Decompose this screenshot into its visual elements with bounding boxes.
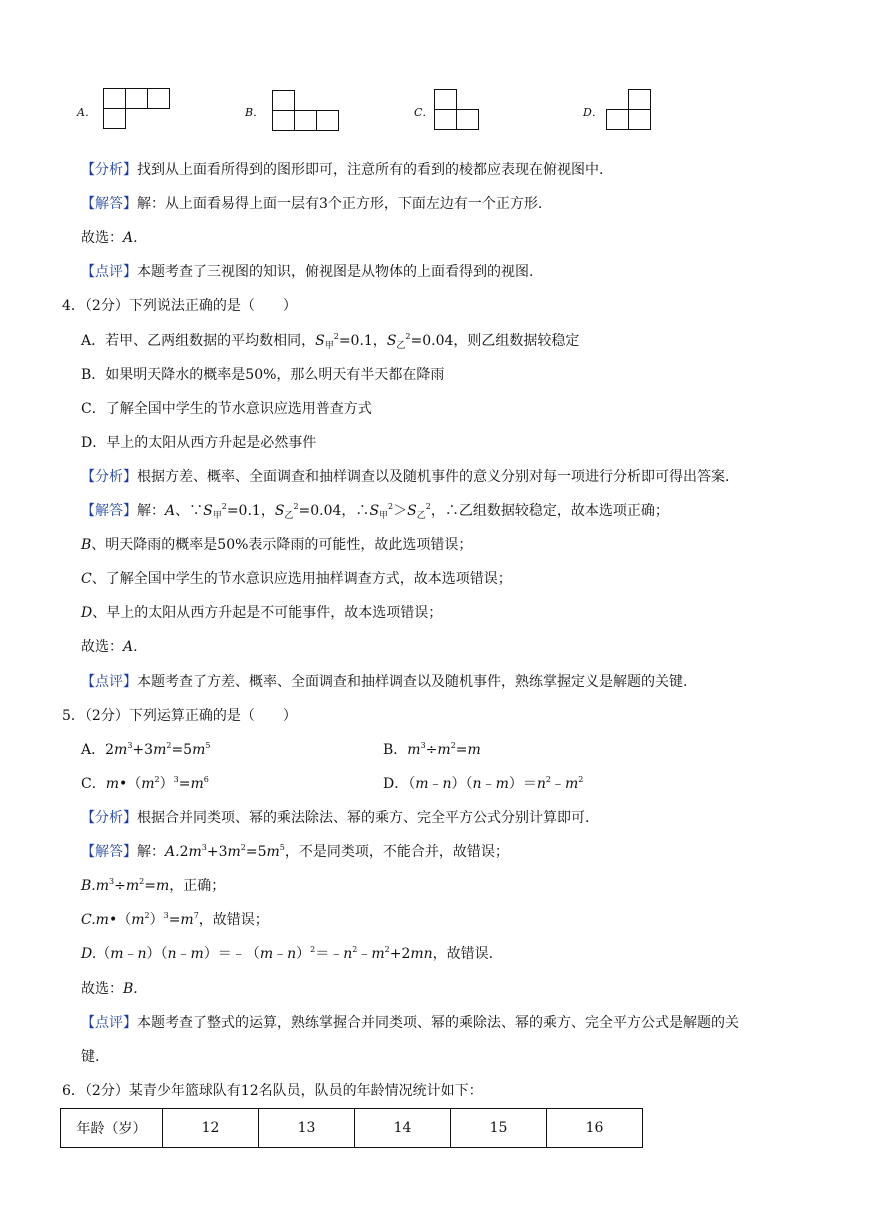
comment-tag: 【点评】 <box>81 264 137 280</box>
q4-solution-b <box>81 536 472 554</box>
square <box>125 88 148 109</box>
symbol-s: S <box>274 503 285 519</box>
text: 2 <box>105 742 115 758</box>
letter: B <box>81 537 92 553</box>
square <box>434 109 457 130</box>
text: ﹣ <box>428 776 443 792</box>
comment-text: 本题考查了三视图的知识，俯视图是从物体的上面看得到的视图. <box>137 264 534 280</box>
text: （ <box>408 776 416 792</box>
text: 解： <box>137 844 165 860</box>
age-table <box>60 1108 643 1148</box>
var-m: m <box>131 912 145 928</box>
sup-2: 2 <box>425 502 431 511</box>
text: =5 <box>171 742 193 758</box>
sup: 2 <box>352 945 358 954</box>
var-n: n <box>442 776 452 792</box>
text: +3 <box>132 742 154 758</box>
sup: 2 <box>384 945 390 954</box>
var-m: m <box>190 946 204 962</box>
label: B． <box>383 742 408 758</box>
analysis-text: 找到从上面看所得到的图形即可，注意所有的看到的棱都应表现在俯视图中. <box>137 162 604 178</box>
q3-analysis <box>81 161 603 179</box>
var-n: n <box>167 946 177 962</box>
q4-option-a[interactable] <box>81 332 579 350</box>
q5-option-b[interactable] <box>383 741 481 759</box>
square <box>103 88 126 109</box>
choice-prefix: 故选： <box>81 230 123 246</box>
text: ﹣ <box>273 946 288 962</box>
sup: 2 <box>578 775 584 784</box>
square <box>456 109 479 130</box>
symbol-s: S <box>369 503 380 519</box>
var-m: m <box>564 776 579 792</box>
sub-jia: 甲 <box>324 341 334 351</box>
letter: A <box>165 503 176 519</box>
table-cell: 12 <box>163 1109 259 1148</box>
sup: 3 <box>420 741 426 750</box>
table-cell: 15 <box>451 1109 547 1148</box>
var-n: n <box>287 946 297 962</box>
sup: 2 <box>139 877 145 886</box>
sub-yi: 乙 <box>284 511 294 521</box>
text: = <box>455 742 468 758</box>
square <box>434 89 457 110</box>
q5-analysis <box>81 809 589 827</box>
text: ﹣ <box>550 776 565 792</box>
var-m: m <box>95 878 110 894</box>
text: ，故错误； <box>198 912 269 928</box>
sup-2: 2 <box>333 332 339 341</box>
text: ＞ <box>393 503 408 519</box>
sub-yi: 乙 <box>396 341 406 351</box>
q5-choice <box>81 980 138 998</box>
text: 、早上的太阳从西方升起是不可能事件，故本选项错误； <box>92 605 443 621</box>
square <box>272 90 295 111</box>
symbol-s: S <box>386 333 397 349</box>
text: A．若甲、乙两组数据的平均数相同， <box>81 333 316 349</box>
text: ，∴乙组数据较稳定，故本选项正确； <box>430 503 669 519</box>
text: （ <box>96 946 111 962</box>
square <box>628 109 651 130</box>
analysis-tag: 【分析】 <box>81 162 137 178</box>
var-m: m <box>141 776 155 792</box>
var-m: m <box>95 912 109 928</box>
q5-comment <box>81 1014 739 1032</box>
solution-tag: 【解答】 <box>81 196 137 212</box>
sub-jia: 甲 <box>379 511 389 521</box>
text: 2 <box>179 844 189 860</box>
var-m: m <box>188 844 202 860</box>
text: +3 <box>206 844 228 860</box>
var-m: m <box>410 946 424 962</box>
square <box>294 110 317 131</box>
text: +2 <box>389 946 411 962</box>
text: ﹣ <box>123 946 138 962</box>
var-n: n <box>536 776 546 792</box>
choice-answer: B. <box>123 981 138 997</box>
text: 、∵ <box>175 503 204 519</box>
q4-solution-c <box>81 570 512 588</box>
analysis-tag: 【分析】 <box>81 810 137 826</box>
var-n: n <box>423 946 433 962</box>
choice-prefix: 故选： <box>81 981 123 997</box>
q5-solution-b <box>81 877 225 895</box>
text: ）（ <box>451 776 473 792</box>
table-cell: 13 <box>259 1109 355 1148</box>
q4-option-d[interactable]: D．早上的太阳从西方升起是必然事件 <box>81 435 317 451</box>
var-m: m <box>371 946 385 962</box>
q5-option-c[interactable] <box>81 775 209 793</box>
sup: 3 <box>163 911 169 920</box>
text: =5 <box>245 844 267 860</box>
letter: A. <box>165 844 180 860</box>
text: ﹣ <box>176 946 191 962</box>
text: ﹣ <box>481 776 496 792</box>
var-m: m <box>125 878 140 894</box>
solution-text: 解：从上面看易得上面一层有3个正方形，下面左边有一个正方形. <box>137 196 543 212</box>
sub-yi: 乙 <box>416 511 426 521</box>
q5-comment-cont: 键. <box>81 1049 100 1065</box>
q5-stem: 5．（2分）下列运算正确的是（ ） <box>62 708 297 724</box>
option-d-label[interactable]: D． <box>583 106 603 119</box>
solution-tag: 【解答】 <box>81 844 137 860</box>
var-m: m <box>227 844 241 860</box>
var-m: m <box>190 776 204 792</box>
label: C． <box>81 776 106 792</box>
text: ）（ <box>146 946 168 962</box>
text: ＝﹣ <box>315 946 344 962</box>
comment-text: 本题考查了整式的运算，熟练掌握合并同类项、幂的乘除法、幂的乘方、完全平方公式是解题的关 <box>137 1015 739 1031</box>
text: ，故错误. <box>432 946 494 962</box>
q4-stem: 4．（2分）下列说法正确的是（ ） <box>62 298 297 314</box>
sup: 5 <box>205 741 211 750</box>
q4-choice <box>81 638 138 656</box>
square <box>316 110 339 131</box>
text: =0.04，∴ <box>298 503 370 519</box>
sup: 2 <box>450 741 456 750</box>
q5-option-d[interactable] <box>383 775 583 793</box>
sup: 2 <box>310 945 316 954</box>
text: ） <box>149 912 164 928</box>
sup: 2 <box>166 741 172 750</box>
var-m: m <box>155 878 170 894</box>
sup: 3 <box>173 775 179 784</box>
q3-choice <box>81 229 138 247</box>
label: A． <box>81 742 106 758</box>
comment-tag: 【点评】 <box>81 1015 137 1031</box>
option-a-label[interactable]: A． <box>77 106 96 119</box>
symbol-s: S <box>315 333 325 349</box>
var-m: m <box>192 742 206 758</box>
q4-option-b[interactable]: B．如果明天降水的概率是50%，那么明天有半天都在降雨 <box>81 367 445 383</box>
text: =0.1， <box>226 503 275 519</box>
text: 解： <box>137 503 165 519</box>
var-m: m <box>180 912 194 928</box>
option-b-label[interactable]: B． <box>245 106 265 119</box>
var-m: m <box>153 742 167 758</box>
analysis-text: 根据合并同类项、幂的乘法除法、幂的乘方、完全平方公式分别计算即可. <box>137 810 590 826</box>
var-m: m <box>105 776 119 792</box>
text: ，正确； <box>169 878 226 894</box>
var-n: n <box>472 776 482 792</box>
sup: 2 <box>545 775 551 784</box>
text: ﹣ <box>357 946 372 962</box>
square <box>103 108 126 129</box>
label: D． <box>383 776 409 792</box>
choice-prefix: 故选： <box>81 639 123 655</box>
sup: 3 <box>127 741 133 750</box>
text: ）＝ <box>508 776 537 792</box>
q5-solution-d <box>81 945 493 963</box>
text: 、明天降雨的概率是50%表示降雨的可能性，故此选项错误； <box>91 537 473 553</box>
text: ）＝﹣（ <box>203 946 260 962</box>
sup: 6 <box>203 775 209 784</box>
q4-solution <box>81 502 669 520</box>
text: ÷ <box>114 878 126 894</box>
text: •（ <box>119 776 142 792</box>
analysis-text: 根据方差、概率、全面调查和抽样调查以及随机事件的意义分别对每一项进行分析即可得出答案. <box>137 469 730 485</box>
text: =0.1， <box>338 333 387 349</box>
q4-comment <box>81 673 687 691</box>
letter: C. <box>81 912 96 928</box>
table-header-cell: 年龄（岁） <box>61 1109 163 1148</box>
sup-2: 2 <box>221 502 227 511</box>
var-n: n <box>137 946 147 962</box>
var-m: m <box>110 946 124 962</box>
var-m: m <box>437 742 451 758</box>
sup-2: 2 <box>405 332 411 341</box>
q3-comment <box>81 263 533 281</box>
square <box>272 110 295 131</box>
sup-2: 2 <box>293 502 299 511</box>
letter: D. <box>81 946 97 962</box>
var-m: m <box>495 776 509 792</box>
symbol-s: S <box>203 503 213 519</box>
sup: 3 <box>201 843 207 852</box>
q4-analysis <box>81 468 729 486</box>
table-cell: 14 <box>355 1109 451 1148</box>
text: = <box>168 912 181 928</box>
q4-solution-d <box>81 604 442 622</box>
var-m: m <box>114 742 128 758</box>
text: =0.04，则乙组数据较稳定 <box>410 333 580 349</box>
sub-jia: 甲 <box>212 511 222 521</box>
comment-tag: 【点评】 <box>81 674 137 690</box>
q4-option-c[interactable]: C．了解全国中学生的节水意识应选用普查方式 <box>81 401 372 417</box>
sup: 2 <box>144 911 150 920</box>
q5-solution-a <box>81 843 509 861</box>
text: •（ <box>108 912 132 928</box>
var-m: m <box>266 844 280 860</box>
square <box>147 88 170 109</box>
var-m: m <box>259 946 274 962</box>
q3-solution <box>81 195 542 213</box>
table-row <box>61 1109 643 1148</box>
comment-text: 本题考查了方差、概率、全面调查和抽样调查以及随机事件，熟练掌握定义是解题的关键. <box>137 674 688 690</box>
table-cell: 16 <box>547 1109 643 1148</box>
analysis-tag: 【分析】 <box>81 469 137 485</box>
text: = <box>178 776 191 792</box>
square <box>628 89 651 110</box>
sup-2: 2 <box>388 502 394 511</box>
square <box>606 109 629 130</box>
text: ÷ <box>425 742 438 758</box>
text: ） <box>159 776 174 792</box>
sup: 2 <box>154 775 160 784</box>
var-m: m <box>407 742 421 758</box>
choice-answer: A. <box>123 230 138 246</box>
option-c-label[interactable]: C． <box>414 106 434 119</box>
letter: B. <box>81 878 96 894</box>
text: ，不是同类项，不能合并，故错误； <box>284 844 509 860</box>
symbol-s: S <box>407 503 417 519</box>
q5-option-a[interactable] <box>81 741 210 759</box>
letter: C <box>81 571 92 587</box>
letter: D <box>81 605 93 621</box>
sup: 2 <box>240 843 246 852</box>
var-n: n <box>343 946 353 962</box>
text: ） <box>296 946 311 962</box>
text: 、了解全国中学生的节水意识应选用抽样调查方式，故本选项错误； <box>91 571 512 587</box>
sup: 5 <box>279 843 285 852</box>
q6-stem: 6．（2分）某青少年篮球队有12名队员，队员的年龄情况统计如下： <box>62 1083 483 1099</box>
var-m: m <box>467 742 481 758</box>
var-m: m <box>415 776 429 792</box>
sup: 7 <box>193 911 199 920</box>
solution-tag: 【解答】 <box>81 503 137 519</box>
q5-solution-c <box>81 911 269 929</box>
sup: 3 <box>109 877 115 886</box>
text: = <box>144 878 156 894</box>
choice-answer: A. <box>123 639 138 655</box>
